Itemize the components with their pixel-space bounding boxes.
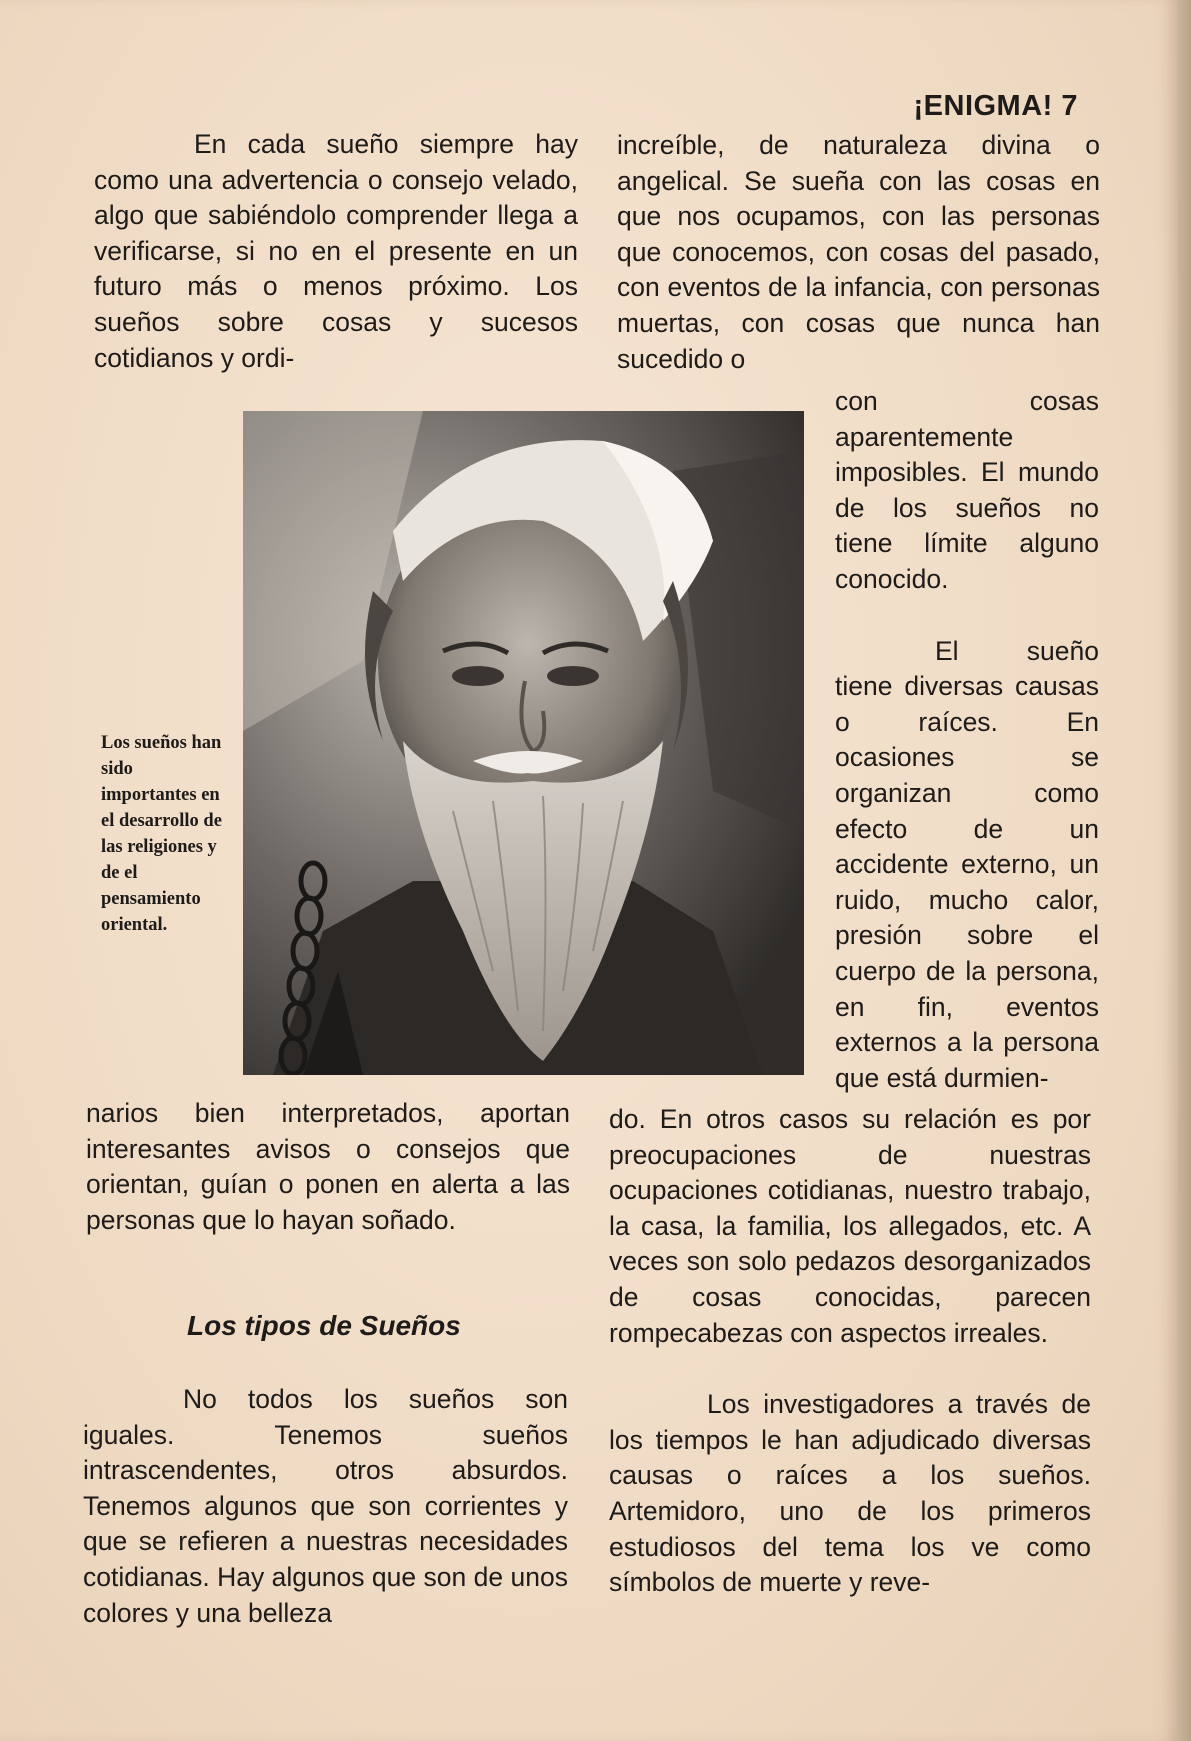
left-column-section xyxy=(83,1382,568,1631)
page-edge xyxy=(1178,0,1191,1741)
left-column-top xyxy=(94,127,578,376)
left-column-bottom xyxy=(86,1096,570,1238)
paragraph-researchers: Los investigadores a través de los tiempos le han adjudicado diversas causas o raíces a los sueños. Artemidoro, uno de los primeros estudiosos del tema los ve como símbolos de muerte y reve- xyxy=(609,1389,1091,1598)
right-column-beside-photo xyxy=(835,384,1099,1096)
paragraph-other-cases: do. En otros casos su relación es por preocupaciones de nuestras ocupaciones cotidianas, nuestro trabajo, la casa, la familia, los allegados, etc. A veces son solo pedazos desorganizados de cosas conocidas, parecen rompecabezas con aspectos irreales. xyxy=(609,1104,1091,1348)
photo-illustration xyxy=(243,411,804,1075)
section-title: Los tipos de Sueños xyxy=(187,1310,461,1341)
page-header: ¡ENIGMA! 7 xyxy=(913,90,1078,122)
paragraph-dream-types: No todos los sueños son iguales. Tenemos sueños intrascendentes, otros absurdos. Tenemos algunos que son corrientes y que se refieren a nuestras necesidades cotidianas. Hay algunos que son de unos colores y una belleza xyxy=(83,1384,568,1628)
photo-caption: Los sueños han sido importantes en el desarrollo de las religiones y de el pensamiento oriental. xyxy=(101,733,222,935)
photo-bearded-man xyxy=(243,411,804,1075)
paragraph-right-top: increíble, de naturaleza divina o angelical. Se sueña con las cosas en que nos ocupamos, con las personas que conocemos, con cosas del pasado, con eventos de la infancia, con personas muertas, con cosas que nunca han sucedido o xyxy=(617,130,1100,374)
paragraph-dream-world: con cosas aparentemente imposibles. El mundo de los sueños no tiene límite alguno conocido. xyxy=(835,386,1099,594)
paragraph-dream-causes: El sueño tiene diversas causas o raíces. En ocasiones se organizan como efecto de un accidente externo, un ruido, mucho calor, presión sobre el cuerpo de la persona, en fin, eventos externos a la persona que está durmien- xyxy=(835,635,1099,1093)
paragraph-intro: En cada sueño siempre hay como una advertencia o consejo velado, algo que sabiéndolo comprender llega a verificarse, si no en el presente en un futuro más o menos próximo. Los sueños sobre cosas y sucesos cotidianos y ordi- xyxy=(94,129,578,373)
right-column-bottom xyxy=(609,1102,1091,1601)
paragraph-continuation: narios bien interpretados, aportan interesantes avisos o consejos que orientan, guían o ponen en alerta a las personas que lo hayan soñado. xyxy=(86,1098,570,1235)
right-column-top xyxy=(617,128,1100,377)
